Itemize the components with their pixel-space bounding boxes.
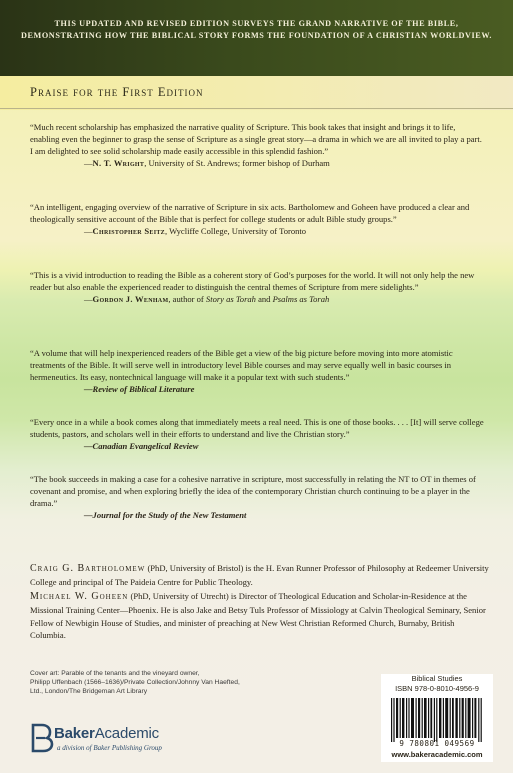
publisher-tagline: a division of Baker Publishing Group [57, 744, 162, 752]
publisher-url: www.bakeracademic.com [391, 750, 483, 759]
quote-seitz [30, 201, 485, 238]
quote-text: “An intelligent, engaging overview of the narrative of Scripture in six acts. Bartholomew and Goheen have produced a clear and theologically sensitive account of the Bible that is perfect for college students or adult Bible study groups.” [30, 202, 470, 225]
credit-line: Cover art: Parable of the tenants and the vineyard owner, [30, 670, 200, 677]
credit-line: Philipp Uffenbach (1566–1636)/Private Collection/Johnny Van Haefted, [30, 678, 240, 686]
quote-cer [30, 416, 485, 453]
quote-jsnt [30, 473, 485, 522]
book-title: Story as Torah [205, 294, 256, 305]
barcode-icon [385, 695, 489, 745]
quote-author: Gordon J. Wenham [92, 294, 169, 305]
credit-line: Ltd., London/The Bridgeman Art Library [30, 687, 148, 695]
quote-source: —Review of Biblical Literature [84, 384, 195, 395]
quote-text: “The book succeeds in making a case for a cohesive narrative in scripture, most successfully in relating the NT to OT in themes of covenant and promise, and when exploring briefly the idea of the contemporary Christian church continuing to be a player in the drama.” [30, 474, 476, 509]
baker-b-logo-icon [30, 723, 54, 753]
praise-heading: Praise for the First Edition [30, 85, 204, 99]
quote-attribution: —Gordon J. Wenham, author of Story as Torah and Psalms as Torah [84, 294, 330, 305]
isbn: ISBN 978-0-8010-4956-9 [395, 684, 479, 693]
author-name: Michael W. Goheen [30, 590, 129, 602]
cover-art-credit [30, 670, 260, 697]
author-name: Craig G. Bartholomew [30, 563, 146, 574]
quote-author: Christopher Seitz [92, 226, 165, 237]
quote-text: “Every once in a while a book comes along that immediately meets a real need. This is one of those books. . . . [It] will serve college students, pastors, and scholars well in their efforts to understand and live the Christian story.” [30, 417, 484, 440]
quote-attribution [30, 383, 485, 396]
quote-wright [30, 121, 485, 170]
quote-text: “A volume that will help inexperienced readers of the Bible get a view of the big picture before moving into more atomistic treatments of the Bible. It will serve well in introductory level Bible courses and may serve equally well in basic courses in hermeneutics. Its easy, nontechnical language will make it a popular text with such students.” [30, 348, 453, 383]
publisher-logo [30, 723, 210, 757]
quote-author: N. T. Wright [92, 158, 145, 169]
quote-wenham [30, 269, 485, 306]
author-bio-bartholomew: Craig G. Bartholomew (PhD, University of Bristol) is the H. Evan Runner Professor of Philosophy at Redeemer University College and principal of The Paideia Centre for Public Theology. [30, 563, 489, 587]
barcode-digits: 9 780801 049569 [399, 739, 475, 748]
author-bio-goheen: Michael W. Goheen (PhD, University of Utrecht) is Director of Theological Education and Scholar-in-Residence at the Missional Training Center—Phoenix. He is also Jake and Betsy Tuls Professor of Missiology at Calvin Theological Seminary, Senior Fellow of Newbigin House of Studies, and minister of preaching at New West Christian Reformed Church, Burnaby, British Columbia. [30, 590, 486, 641]
summary-text: THIS UPDATED AND REVISED EDITION SURVEYS THE GRAND NARRATIVE OF THE BIBLE, DEMONSTRATING HOW THE BIBLICAL STORY FORMS THE FOUNDATION OF A CHRISTIAN WORLDVIEW. [20, 19, 493, 40]
quote-attribution [30, 509, 485, 522]
quote-text: “This is a vivid introduction to reading the Bible as a coherent story of God’s purposes for the world. It will not only help the new reader but also enable the experienced reader to distinguish the central themes of Scripture from mere sidelights.” [30, 270, 475, 293]
quote-rbl [30, 347, 485, 396]
quote-attribution: —N. T. Wright, University of St. Andrews; former bishop of Durham [84, 158, 330, 169]
publisher-name: BakerAcademic [54, 725, 159, 742]
barcode-panel [381, 674, 493, 762]
quote-text: “Much recent scholarship has emphasized the narrative quality of Scripture. This book takes that insight and brings it to life, enabling even the beginner to grasp the sense of Scripture as a single great story—a drama in which we are all invited to play a part. I am delighted to see solid scholarship made easily accessible in this splendid fashion.” [30, 122, 482, 157]
quote-attribution [30, 440, 485, 453]
quote-source: —Journal for the Study of the New Testament [84, 510, 247, 521]
shelf-category: Biblical Studies [411, 674, 463, 683]
book-title: Psalms as Torah [272, 294, 330, 305]
quote-attribution: —Christopher Seitz, Wycliffe College, University of Toronto [84, 226, 307, 237]
quote-source: —Canadian Evangelical Review [84, 441, 199, 452]
praise-divider [0, 108, 513, 109]
author-bios [30, 561, 492, 642]
